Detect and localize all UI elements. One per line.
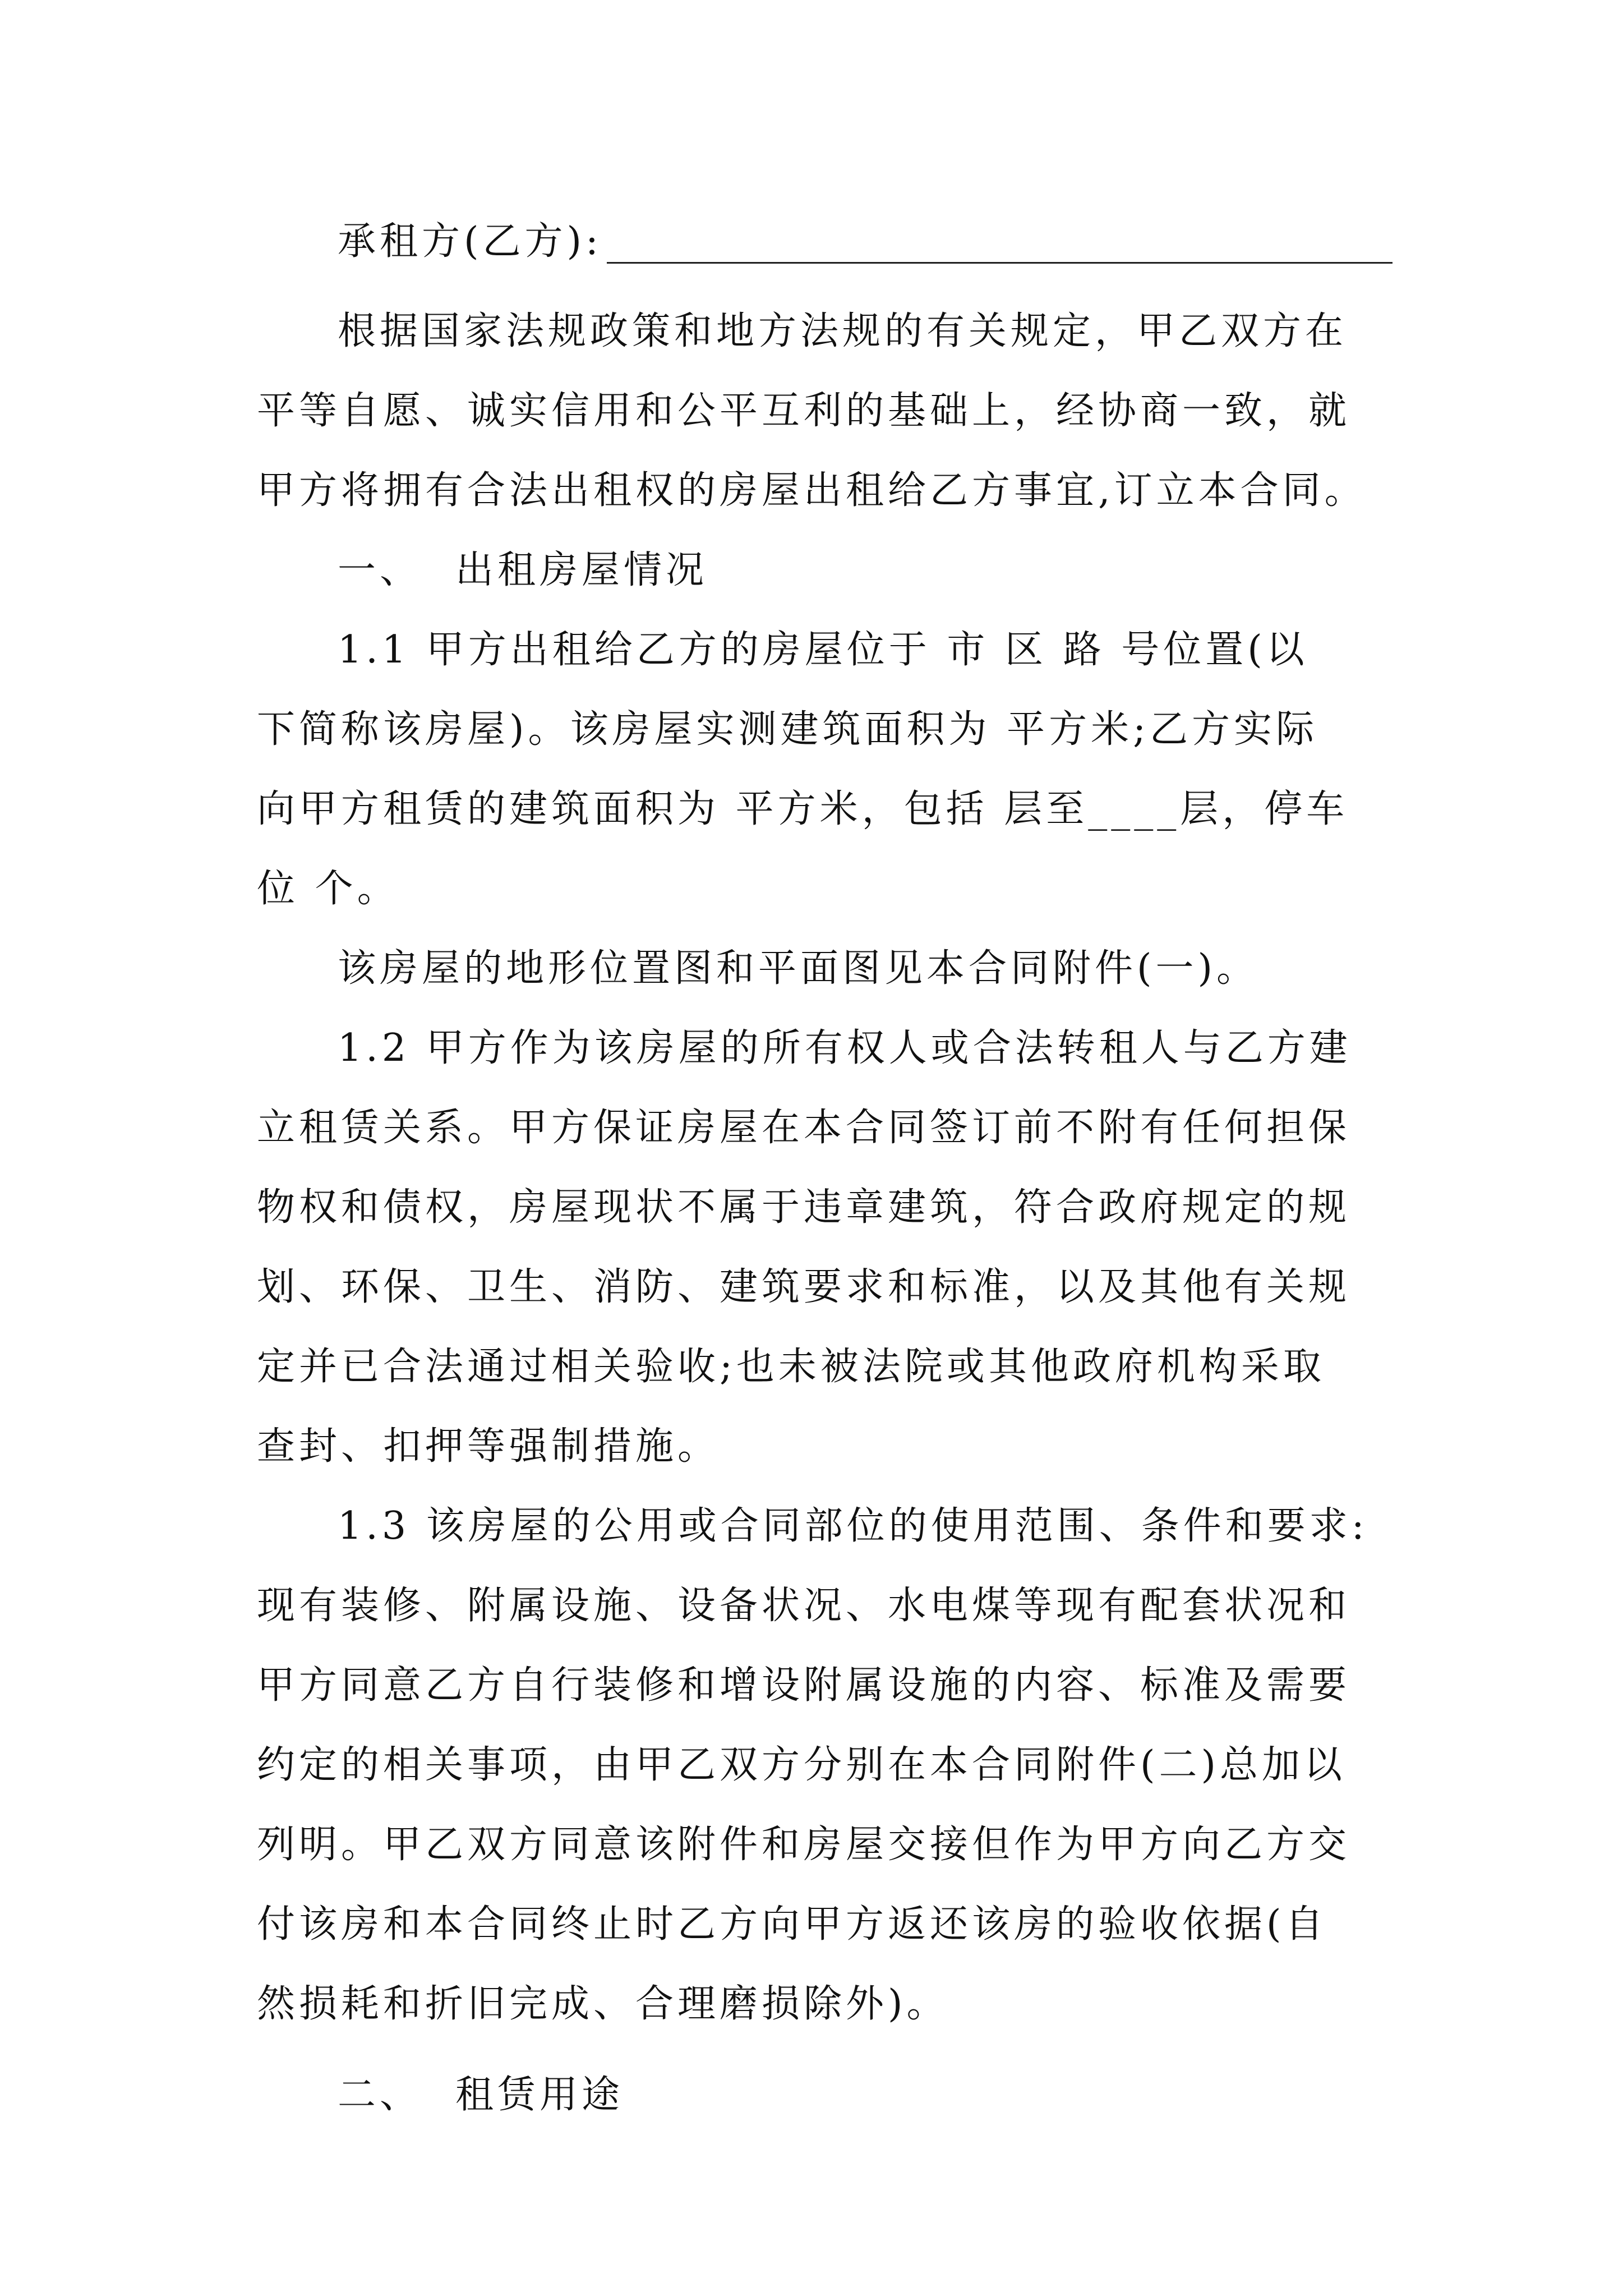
- clause-1-2-line: 查封、扣押等强制措施。: [257, 1424, 720, 1469]
- clause-1-2-line: 物权和债权，房屋现状不属于违章建筑，符合政府规定的规: [257, 1185, 1351, 1230]
- clause-1-3-line: 约定的相关事项，由甲乙双方分别在本合同附件(二)总加以: [257, 1743, 1347, 1787]
- clause-1-1-line: 位 个。: [257, 867, 399, 911]
- lessee-line: [257, 202, 1393, 282]
- clause-1-1-line: 向甲方租赁的建筑面积为 平方米，包括 层至____层，停车: [257, 787, 1349, 831]
- section-title: 租赁用途: [455, 2073, 624, 2117]
- lessee-blank-field: [607, 262, 1393, 264]
- contract-page: [257, 202, 1393, 2135]
- clause-1-3-line: 列明。甲乙双方同意该附件和房屋交接但作为甲方向乙方交: [257, 1823, 1351, 1867]
- clause-1-2-line: 定并已合法通过相关验收;也未被法院或其他政府机构采取: [257, 1345, 1325, 1389]
- clause-1-3-line: 现有装修、附属设施、设备状况、水电煤等现有配套状况和: [257, 1584, 1351, 1628]
- clause-1-1-line: 1.1 甲方出租给乙方的房屋位于 市 区 路 号位置(以: [338, 628, 1308, 672]
- section-heading-1: [257, 531, 1393, 610]
- lessee-label: 承租方(乙方):: [338, 219, 602, 264]
- section-title: 出租房屋情况: [455, 548, 708, 592]
- section-heading-2: [257, 2055, 1393, 2135]
- preamble-line: 根据国家法规政策和地方法规的有关规定，甲乙双方在: [338, 309, 1348, 353]
- preamble-line: 平等自愿、诚实信用和公平互利的基础上，经协商一致，就: [257, 389, 1351, 433]
- clause-1-3-line: 1.3 该房屋的公用或合同部位的使用范围、条件和要求:: [338, 1504, 1368, 1548]
- clause-1-3-line: 甲方同意乙方自行装修和增设附属设施的内容、标准及需要: [257, 1663, 1351, 1708]
- clause-1-3-line: 然损耗和折旧完成、合理磨损除外)。: [257, 1982, 949, 2026]
- attachment-note: 该房屋的地形位置图和平面图见本合同附件(一)。: [338, 946, 1259, 991]
- clause-1-2-line: 立租赁关系。甲方保证房屋在本合同签订前不附有任何担保: [257, 1106, 1351, 1150]
- preamble-line: 甲方将拥有合法出租权的房屋出租给乙方事宜,订立本合同。: [257, 468, 1367, 513]
- clause-1-3-line: 付该房和本合同终止时乙方向甲方返还该房的验收依据(自: [257, 1902, 1327, 1947]
- section-number: 一、: [338, 548, 422, 592]
- clause-1-1-line: 下简称该房屋)。该房屋实测建筑面积为 平方米;乙方实际: [257, 707, 1318, 752]
- clause-1-2-line: 1.2 甲方作为该房屋的所有权人或合法转租人与乙方建: [338, 1026, 1352, 1070]
- section-number: 二、: [338, 2073, 422, 2117]
- clause-1-2-line: 划、环保、卫生、消防、建筑要求和标准，以及其他有关规: [257, 1265, 1351, 1309]
